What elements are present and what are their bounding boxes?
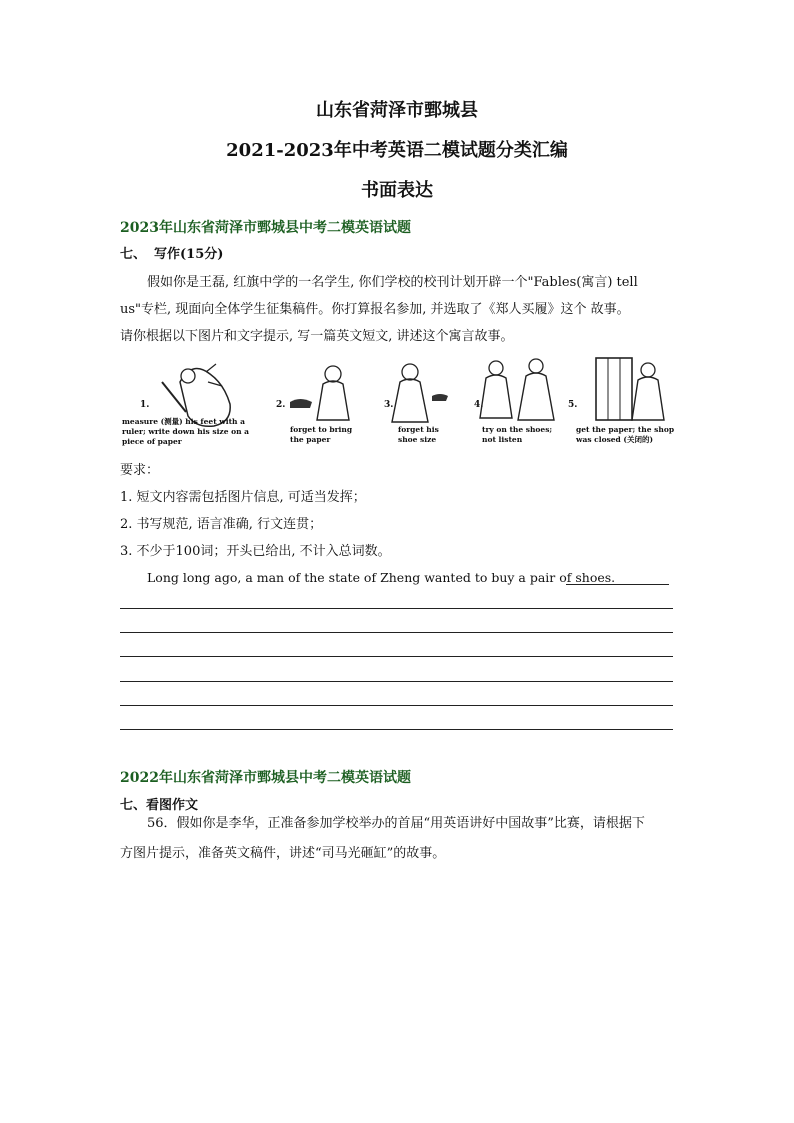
picture-2-caption: forget to bring <box>290 425 353 434</box>
picture-1-caption: piece of paper <box>122 437 182 446</box>
answer-line[interactable] <box>120 608 673 609</box>
picture-strip <box>118 352 674 452</box>
picture-3-caption: shoe size <box>398 435 437 444</box>
requirement-item: 2. 书写规范, 语言准确, 行文连贯； <box>120 517 323 532</box>
picture-4 <box>474 359 554 444</box>
requirement-item: 3. 不少于100词；开头已给出, 不计入总词数。 <box>120 544 391 559</box>
question-title-2022: 七、看图作文 <box>120 798 199 813</box>
question-title: 写作(15分) <box>154 247 224 262</box>
document-subtitle: 2021-2023年中考英语二模试题分类汇编 <box>226 140 568 161</box>
picture-5 <box>568 358 674 444</box>
answer-line[interactable] <box>120 632 673 633</box>
picture-5-caption: get the paper; the shop <box>576 425 674 434</box>
section-heading-2022: 2022年山东省菏泽市鄄城县中考二模英语试题 <box>120 770 411 786</box>
answer-line[interactable] <box>120 681 673 682</box>
prompt-2022-line-2: 方图片提示，准备英文稿件，讲述“司马光砸缸”的故事。 <box>120 846 446 861</box>
document-title: 山东省菏泽市鄄城县 <box>316 100 478 121</box>
picture-2-number: 2. <box>276 400 286 410</box>
requirement-item: 1. 短文内容需包括图片信息, 可适当发挥； <box>120 490 366 505</box>
question-number: 七、 <box>120 247 147 262</box>
requirements-label: 要求： <box>120 463 160 478</box>
picture-2 <box>276 366 353 444</box>
opening-sentence: Long long ago, a man of the state of Zheng wanted to buy a pair of shoes. <box>147 570 616 585</box>
picture-1-caption: measure (测量) his feet with a <box>122 417 245 426</box>
prompt-2022-line-1: 56．假如你是李华，正准备参加学校举办的首届“用英语讲好中国故事”比赛，请根据下 <box>147 816 645 831</box>
picture-1-caption: ruler; write down his size on a <box>122 427 250 436</box>
answer-line[interactable] <box>566 584 669 585</box>
picture-3-caption: forget his <box>398 425 439 434</box>
prompt-line-2: us"专栏, 现面向全体学生征集稿件。你打算报名参加, 并选取了《郑人买履》这个 故事。 <box>120 302 630 317</box>
picture-3 <box>384 364 448 444</box>
section-heading-2023: 2023年山东省菏泽市鄄城县中考二模英语试题 <box>120 220 411 236</box>
answer-line[interactable] <box>120 705 673 706</box>
picture-2-caption: the paper <box>290 435 331 444</box>
picture-4-caption: try on the shoes; <box>482 425 553 434</box>
answer-line[interactable] <box>120 656 673 657</box>
picture-4-number: 4. <box>474 400 484 410</box>
picture-1-number: 1. <box>140 400 150 410</box>
picture-4-caption: not listen <box>482 435 523 444</box>
document-topic: 书面表达 <box>361 180 433 201</box>
prompt-line-3: 请你根据以下图片和文字提示, 写一篇英文短文, 讲述这个寓言故事。 <box>120 329 514 344</box>
picture-3-number: 3. <box>384 400 394 410</box>
picture-5-caption: was closed (关闭的) <box>576 435 654 444</box>
prompt-line-1: 假如你是王磊, 红旗中学的一名学生, 你们学校的校刊计划开辟一个"Fables(寓言) tell <box>147 275 638 290</box>
picture-5-number: 5. <box>568 400 578 410</box>
picture-1 <box>122 364 249 446</box>
answer-line[interactable] <box>120 729 673 730</box>
